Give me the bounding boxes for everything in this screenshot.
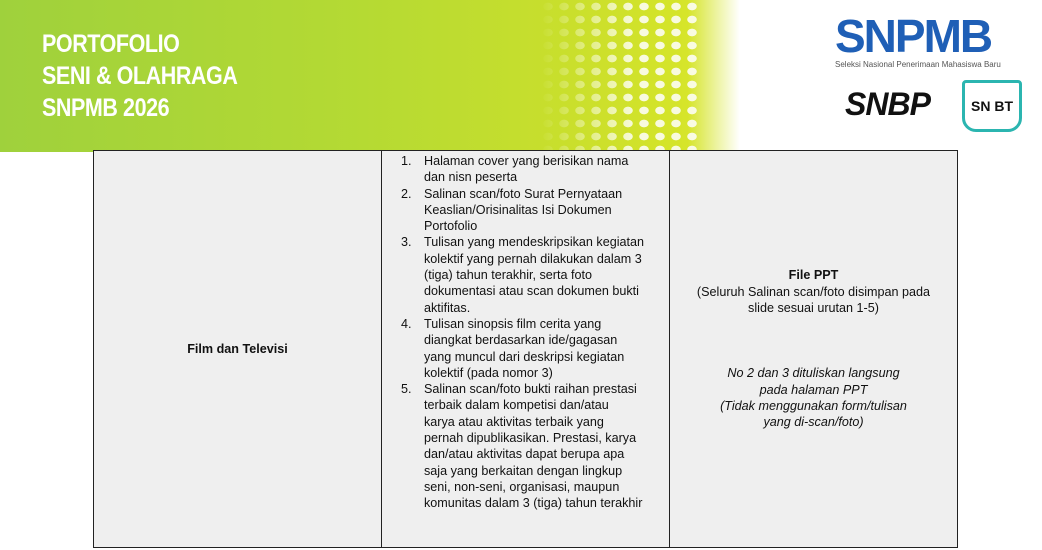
format-line: slide sesuai urutan 1-5) (748, 301, 879, 316)
list-line: Keaslian/Orisinalitas Isi Dokumen (424, 202, 612, 217)
table-row (94, 151, 958, 548)
list-line: Tulisan yang mendeskripsikan kegiatan (424, 235, 645, 250)
dot-pattern (540, 0, 700, 152)
list-line: Portofolio (424, 219, 478, 234)
requirements-cell (382, 151, 670, 548)
list-line: Salinan scan/foto bukti raihan prestasi (424, 382, 637, 397)
list-text (424, 153, 628, 186)
list-line: komunitas dalam 3 (tiga) tahun terakhir (424, 496, 643, 511)
list-text (424, 234, 644, 315)
list-item (382, 234, 669, 315)
list-number: 5. (401, 382, 412, 397)
list-text (424, 186, 622, 235)
list-item (382, 316, 669, 381)
list-line: kolektif (pada nomor 3) (424, 365, 553, 380)
format-cell (670, 151, 958, 548)
list-line: Halaman cover yang berisikan nama (424, 154, 629, 168)
list-line: dan/atau aktivitas dapat berupa apa (424, 447, 625, 462)
list-text (424, 381, 642, 511)
list-line: Tulisan sinopsis film cerita yang (424, 316, 602, 331)
list-line: yang muncul dari deskripsi kegiatan (424, 349, 625, 364)
list-line: dokumentasi atau scan dokumen bukti (424, 284, 639, 299)
snpmb-logo-group (835, 10, 1025, 122)
list-line: Salinan scan/foto Surat Pernyataan (424, 186, 623, 201)
list-number: 4. (401, 316, 412, 331)
title-line: SNPMB 2026 (42, 94, 170, 122)
list-line: (tiga) tahun terakhir, serta foto (424, 268, 593, 283)
category-cell (94, 151, 382, 548)
requirements-table (93, 150, 958, 548)
list-line: terbaik dalam kompetisi dan/atau (424, 398, 609, 413)
list-line: karya atau aktivitas terbaik yang (424, 414, 604, 429)
snbt-left: SN (970, 98, 991, 114)
list-number: 2. (401, 186, 412, 201)
note-line: No 2 dan 3 dituliskan langsung (727, 366, 900, 381)
list-line: diangkat berdasarkan ide/gagasan (424, 333, 618, 348)
note-line: yang di-scan/foto) (763, 415, 864, 430)
snbp-logo: SNBP (845, 86, 930, 122)
list-number: 3. (401, 235, 412, 250)
format-title: File PPT (788, 268, 839, 283)
list-text (424, 316, 624, 381)
format-line: (Seluruh Salinan scan/foto disimpan pada (696, 284, 931, 299)
list-item (382, 381, 669, 511)
snpmb-logo: SNPMB (835, 10, 992, 62)
category-label: Film dan Televisi (187, 341, 288, 356)
list-line: seni, non-seni, organisasi, maupun (424, 479, 620, 494)
list-item (382, 153, 669, 186)
title-line: PORTOFOLIO (42, 30, 180, 58)
list-line: dan nisn peserta (424, 170, 518, 185)
snpmb-subtitle: Seleksi Nasional Penerimaan Mahasiswa Baru (835, 60, 1001, 69)
list-line: kolektif yang pernah dilakukan dalam 3 (424, 251, 642, 266)
note-line: pada halaman PPT (759, 382, 868, 397)
header-banner (0, 0, 1042, 152)
format-note (670, 365, 957, 430)
list-line: pernah dipublikasikan. Prestasi, karya (424, 431, 637, 446)
list-number: 1. (401, 154, 412, 168)
list-item (382, 186, 669, 235)
list-line: aktifitas. (424, 300, 471, 315)
page-title (42, 28, 237, 124)
snbt-right: BT (994, 98, 1013, 114)
list-line: saja yang berkaitan dengan lingkup (424, 463, 623, 478)
title-line: SENI & OLAHRAGA (42, 62, 238, 90)
snbt-logo (962, 80, 1022, 132)
note-line: (Tidak menggunakan form/tulisan (720, 398, 907, 413)
